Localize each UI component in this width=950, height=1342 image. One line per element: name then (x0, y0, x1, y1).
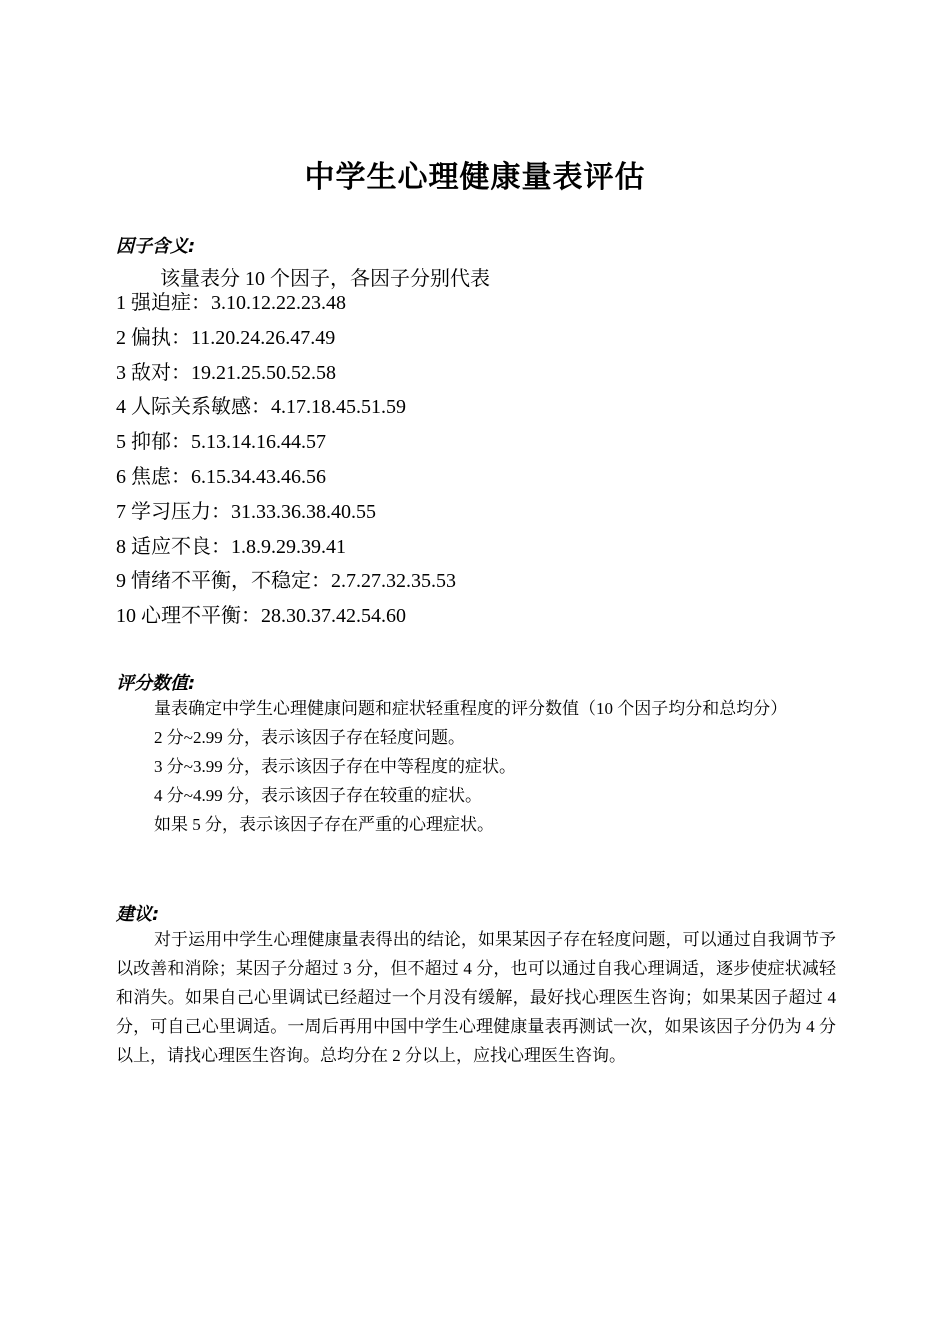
factor-item: 4 人际关系敏感：4.17.18.45.51.59 (116, 396, 406, 419)
factor-item: 7 学习压力：31.33.36.38.40.55 (116, 500, 376, 523)
advice-text: 对于运用中学生心理健康量表得出的结论，如果某因子存在轻度问题，可以通过自我调节予以改善和消除；某因子分超过 3 分，但不超过 4 分，也可以通过自我心理调适，逐步使症状减轻和消失。如果自己心里调试已经超过一个月没有缓解，最好找心理医生咨询；如果某因子超过 4 分，可自己心里调适。一周后再用中国中学生心理健康量表再测试一次，如果该因子分仍为 4 分以上，请找心理医生咨询。总均分在 2 分以上，应找心理医生咨询。 (116, 930, 836, 1065)
factor-section-heading: 因子含义: (116, 236, 196, 257)
score-section-body (116, 694, 836, 839)
score-level: 4 分~4.99 分，表示该因子存在较重的症状。 (154, 786, 482, 805)
document-title: 中学生心理健康量表评估 (304, 160, 646, 195)
factor-item: 10 心理不平衡：28.30.37.42.54.60 (116, 605, 406, 628)
factor-item: 9 情绪不平衡，不稳定：2.7.27.32.35.53 (116, 570, 456, 593)
score-section-heading: 评分数值: (116, 673, 196, 694)
factor-item: 6 焦虑：6.15.34.43.46.56 (116, 465, 326, 488)
score-intro: 量表确定中学生心理健康问题和症状轻重程度的评分数值（10 个因子均分和总均分） (154, 699, 788, 718)
score-level: 3 分~3.99 分，表示该因子存在中等程度的症状。 (154, 757, 516, 776)
factor-item: 5 抑郁：5.13.14.16.44.57 (116, 431, 326, 454)
factor-intro: 该量表分 10 个因子，各因子分别代表 (160, 268, 490, 290)
factor-list (116, 290, 456, 638)
score-level: 如果 5 分，表示该因子存在严重的心理症状。 (154, 815, 494, 834)
factor-item: 8 适应不良：1.8.9.29.39.41 (116, 535, 346, 558)
factor-item: 1 强迫症：3.10.12.22.23.48 (116, 292, 346, 314)
factor-item: 3 敌对：19.21.25.50.52.58 (116, 361, 336, 384)
advice-section-heading: 建议: (116, 904, 160, 925)
score-level: 2 分~2.99 分，表示该因子存在轻度问题。 (154, 728, 465, 747)
advice-section-body (116, 925, 836, 1070)
factor-item: 2 偏执：11.20.24.26.47.49 (116, 326, 336, 349)
